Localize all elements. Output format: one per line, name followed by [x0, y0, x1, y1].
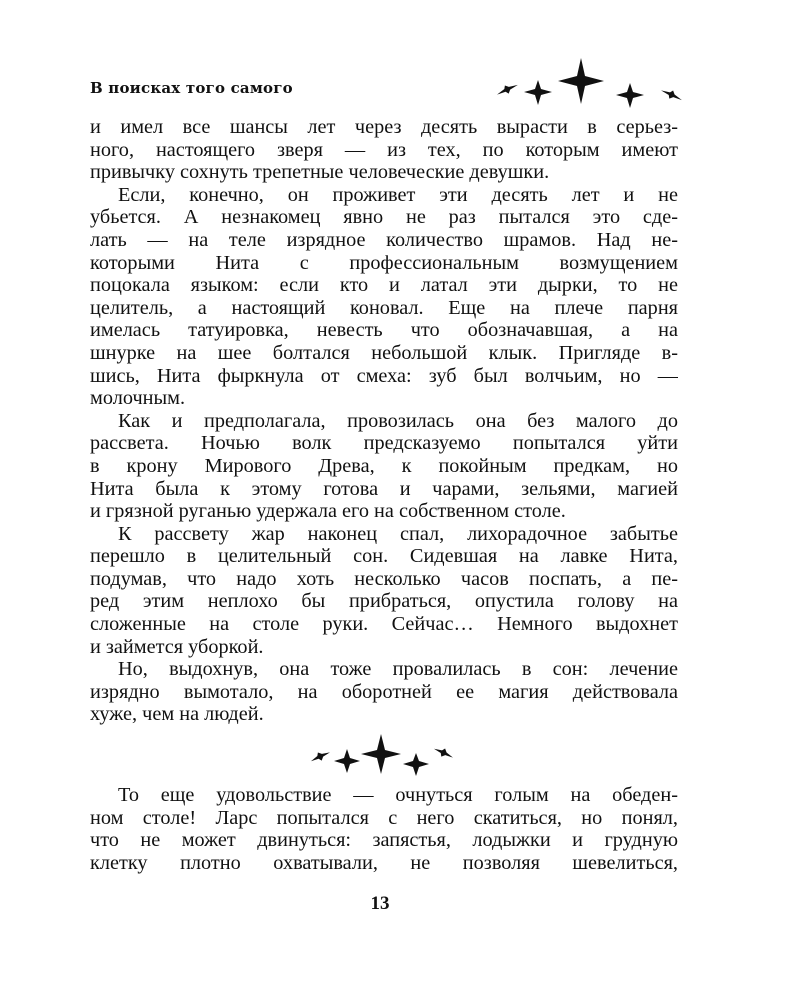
stars-ornament-icon	[493, 56, 685, 112]
text-line: молочным.	[90, 387, 186, 410]
text-line: изрядно вымотало, на оборотней ее магия действовала	[90, 680, 678, 703]
body-text	[90, 116, 678, 726]
text-line: лать — на теле изрядное количество шрамов. Над не-	[90, 228, 678, 251]
text-line: перешло в целительный сон. Сидевшая на лавке Нита,	[90, 545, 678, 568]
text-line: Нита была к этому готова и чарами, зельями, магией	[90, 477, 678, 500]
text-line: клетку плотно охватывали, не позволяя шевелиться,	[90, 851, 678, 874]
text-line: имелась татуировка, невесть что обозначавшая, а на	[90, 319, 678, 342]
text-line: Если, конечно, он проживет эти десять лет и не	[118, 183, 678, 206]
text-line: То еще удовольствие — очнуться голым на обеден-	[118, 784, 678, 806]
text-line: шись, Нита фыркнула от смеха: зуб был волчьим, но —	[90, 364, 678, 387]
text-line: которыми Нита с профессиональным возмущением	[90, 251, 678, 274]
text-line: Но, выдохнув, она тоже провалилась в сон: лечение	[118, 658, 678, 681]
text-line: ред этим неплохо бы прибраться, опустила голову на	[90, 590, 678, 613]
text-line: в крону Мирового Древа, к покойным предкам, но	[90, 454, 678, 477]
text-line: Как и предполагала, провозилась она без малого до	[118, 409, 678, 432]
text-line: хуже, чем на людей.	[90, 703, 264, 726]
text-line: ного, настоящего зверя — из тех, по которым имеют	[90, 138, 678, 161]
text-line: сложенные на столе руки. Сейчас… Немного выдохнет	[90, 613, 678, 636]
text-line: и займется уборкой.	[90, 635, 264, 658]
text-line: и грязной руганью удержала его на собственном столе.	[90, 500, 566, 523]
text-line: целитель, а настоящий коновал. Еще на плече парня	[90, 296, 678, 319]
text-line: и имел все шансы лет через десять вырасти в серьез-	[90, 116, 678, 138]
text-line: рассвета. Ночью волк предсказуемо попытался уйти	[90, 432, 678, 455]
body-text-continued	[90, 784, 678, 874]
text-line: что не может двинуться: запястья, лодыжки и грудную	[90, 829, 678, 852]
text-line: поцокала языком: если кто и латал эти дырки, то не	[90, 274, 678, 297]
text-line: убьется. А незнакомец явно не раз пытался это сде-	[90, 206, 678, 229]
text-line: К рассвету жар наконец спал, лихорадочное забытье	[118, 522, 678, 545]
text-line: привычку сохнуть трепетные человеческие девушки.	[90, 161, 550, 184]
running-head-title: В поисках того самого	[90, 79, 293, 97]
stars-section-break-icon	[308, 732, 454, 780]
page-number: 13	[370, 893, 390, 914]
text-line: ном столе! Ларс попытался с него скатиться, но понял,	[90, 806, 678, 829]
text-line: подумав, что надо хоть несколько часов поспать, а пе-	[90, 567, 678, 590]
text-line: шнурке на шее болтался небольшой клык. Пригляде в-	[90, 341, 678, 364]
